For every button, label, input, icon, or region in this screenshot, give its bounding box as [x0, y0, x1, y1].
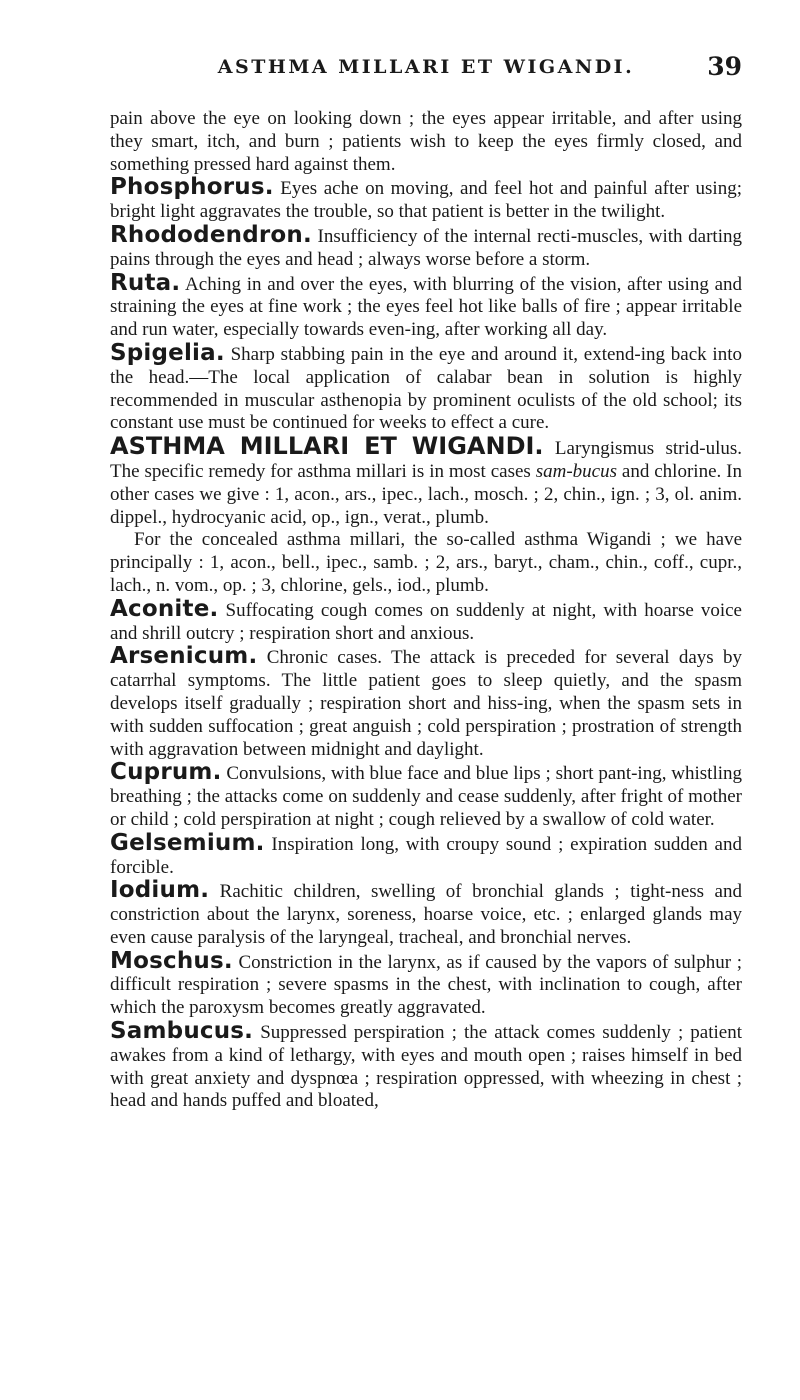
section-heading: ASTHMA MILLARI ET WIGANDI.: [110, 432, 544, 461]
entry-aconite: [110, 595, 742, 646]
running-title: ASTHMA MILLARI ET WIGANDI.: [217, 56, 635, 78]
remedy-text: Aching in and over the eyes, with blurring of the vision, after using and straining the eyes at fine work ; the eyes feel hot like balls of fire ; appear irritable and run water, especially towards even-ing, after working all day.: [110, 273, 742, 341]
entry-ruta: [110, 269, 742, 342]
remedy-text: Convulsions, with blue face and blue lips ; short pant-ing, whistling breathing ; the attacks come on suddenly and cease suddenly, after fright of mother or child ; cold perspiration at night ; cough relieved by a swallow of cold water.: [110, 763, 742, 830]
running-head: [110, 0, 742, 108]
paragraph-continuation: [110, 108, 742, 176]
entry-phosphorus: [110, 176, 742, 224]
entry-sambucus: [110, 1020, 742, 1113]
remedy-text: Constriction in the larynx, as if caused by the vapors of sulphur ; difficult respiration ; severe spasms in the chest, with inclination to cough, after which the paroxysm becomes greatly aggravated.: [110, 951, 742, 1019]
remedy-text: Rachitic children, swelling of bronchial glands ; tight-ness and constriction about the larynx, soreness, hoarse voice, etc. ; enlarged glands may even cause paralysis of the laryngeal, tracheal, and bronchial nerves.: [110, 881, 742, 948]
remedy-text: Suffocating cough comes on suddenly at night, with hoarse voice and shrill outcry ; respiration short and anxious.: [110, 599, 742, 644]
remedy-text: Chronic cases. The attack is preceded for several days by catarrhal symptoms. The little patient goes to sleep quietly, and the spasm develops itself gradually ; respiration short and hiss-ing, when the spasm sets in with sudden suffocation ; great anguish ; cold perspiration ; prostration of strength with aggravation between midnight and daylight.: [110, 647, 742, 760]
remedy-name: Moschus.: [110, 947, 233, 974]
remedy-name: Iodium.: [110, 877, 210, 904]
entry-iodium: [110, 879, 742, 949]
remedy-text: Eyes ache on moving, and feel hot and painful after using; bright light aggravates the trouble, so that patient is better in the twilight.: [110, 178, 742, 223]
paragraph-text: pain above the eye on looking down ; the eyes appear irritable, and after using they smart, itch, and burn ; patients wish to keep the eyes firmly closed, and something pressed hard against them.: [110, 108, 742, 175]
remedy-name: Sambucus.: [110, 1018, 254, 1045]
entry-spigelia: [110, 339, 742, 435]
body-text: [110, 108, 742, 1113]
entry-gelsemium: [110, 829, 742, 880]
entry-arsenicum: [110, 645, 742, 761]
remedy-text: Sharp stabbing pain in the eye and around it, extend-ing back into the head.—The local application of calabar bean in solution is highly recommended in muscular asthenopia by prominent oculists of the old school; its constant use must be continued for weeks to effect a cure.: [110, 343, 742, 434]
entry-moschus: [110, 947, 742, 1020]
remedy-name: Phosphorus.: [110, 174, 274, 201]
section-concealed-asthma: [110, 529, 742, 597]
remedy-name: Cuprum.: [110, 759, 222, 786]
remedy-name: Aconite.: [110, 595, 219, 622]
section-intro-italic: sam-bucus: [535, 460, 618, 482]
remedy-name: Gelsemium.: [110, 829, 265, 856]
entry-rhododendron: [110, 221, 742, 272]
section-intro-text-end: and chlorine. In other cases we give : 1, acon., ars., ipec., lach., mosch. ; 2, chin., ign. ; 3, ol. anim. dippel., hydrocyanic acid, op., ign., verat., plumb.: [110, 460, 742, 528]
concealed-text: For the concealed asthma millari, the so-called asthma Wigandi ; we have principally : 1, acon., bell., ipec., samb. ; 2, ars., baryt., cham., chin., coff., cupr., lach., n. vom., op. ; 3, chlorine, gels., iod., plumb.: [110, 529, 742, 596]
remedy-name: Rhododendron.: [110, 221, 312, 248]
entry-cuprum: [110, 761, 742, 831]
remedy-text: Inspiration long, with croupy sound ; expiration sudden and forcible.: [110, 833, 742, 878]
page-number: 39: [707, 52, 742, 81]
remedy-name: Arsenicum.: [110, 643, 258, 670]
remedy-text: Suppressed perspiration ; the attack comes suddenly ; patient awakes from a kind of lethargy, with eyes and mouth open ; raises himself in bed with great anxiety and dyspnœa ; respiration oppressed, with wheezing in chest ; head and hands puffed and bloated,: [110, 1022, 742, 1112]
section-asthma-intro: [110, 432, 743, 529]
remedy-name: Ruta.: [110, 269, 181, 296]
section-intro-text: Laryngismus strid-ulus. The specific remedy for asthma millari is in most cases: [110, 438, 743, 482]
remedy-name: Spigelia.: [110, 339, 225, 366]
remedy-text: Insufficiency of the internal recti-muscles, with darting pains through the eyes and head ; always worse before a storm.: [110, 225, 742, 270]
